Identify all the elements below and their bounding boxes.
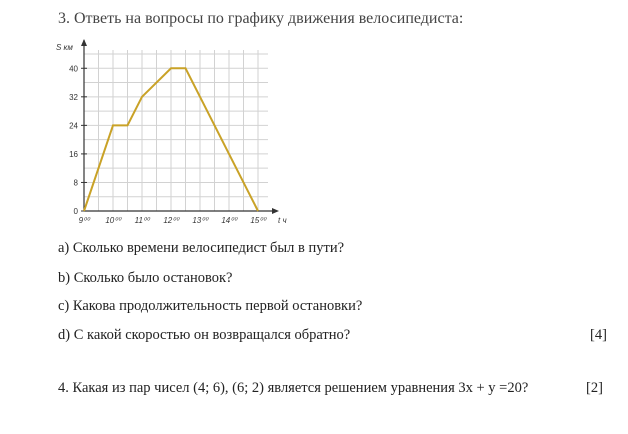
x-axis-arrow (272, 208, 279, 214)
x-tick-label: 14⁰⁰ (221, 216, 237, 225)
question-4: 4. Какая из пар чисел (4; 6), (6; 2) является решением уравнения 3х + у =20? (58, 380, 529, 396)
y-tick-label: 40 (69, 64, 78, 74)
question-3b: b) Сколько было остановок? (58, 270, 233, 286)
y-axis-label: S км (56, 43, 73, 52)
y-tick-label: 0 (73, 207, 78, 216)
y-tick-label: 16 (69, 149, 78, 159)
question-4-points: [2] (586, 380, 603, 396)
x-tick-label: 15⁰⁰ (250, 216, 266, 225)
x-tick-label: 12⁰⁰ (163, 216, 179, 225)
x-tick-label: 13⁰⁰ (192, 216, 208, 225)
question-3c: c) Какова продолжительность первой остановки? (58, 298, 363, 314)
y-axis-arrow (81, 39, 87, 46)
y-tick-label: 24 (69, 121, 78, 131)
question-3d: d) С какой скоростью он возвращался обратно? (58, 327, 351, 343)
x-tick-label: 11⁰⁰ (134, 216, 150, 225)
y-tick-label: 32 (69, 92, 78, 102)
question-3-title: 3. Ответь на вопросы по графику движения велосипедиста: (58, 10, 464, 27)
x-axis-label: t ч (278, 216, 287, 225)
y-tick-label: 8 (73, 178, 78, 188)
question-3-points: [4] (590, 327, 607, 343)
x-tick-label: 10⁰⁰ (105, 216, 121, 225)
question-3a: a) Сколько времени велосипедист был в пути? (58, 240, 345, 256)
x-tick-label: 9⁰⁰ (78, 216, 90, 225)
